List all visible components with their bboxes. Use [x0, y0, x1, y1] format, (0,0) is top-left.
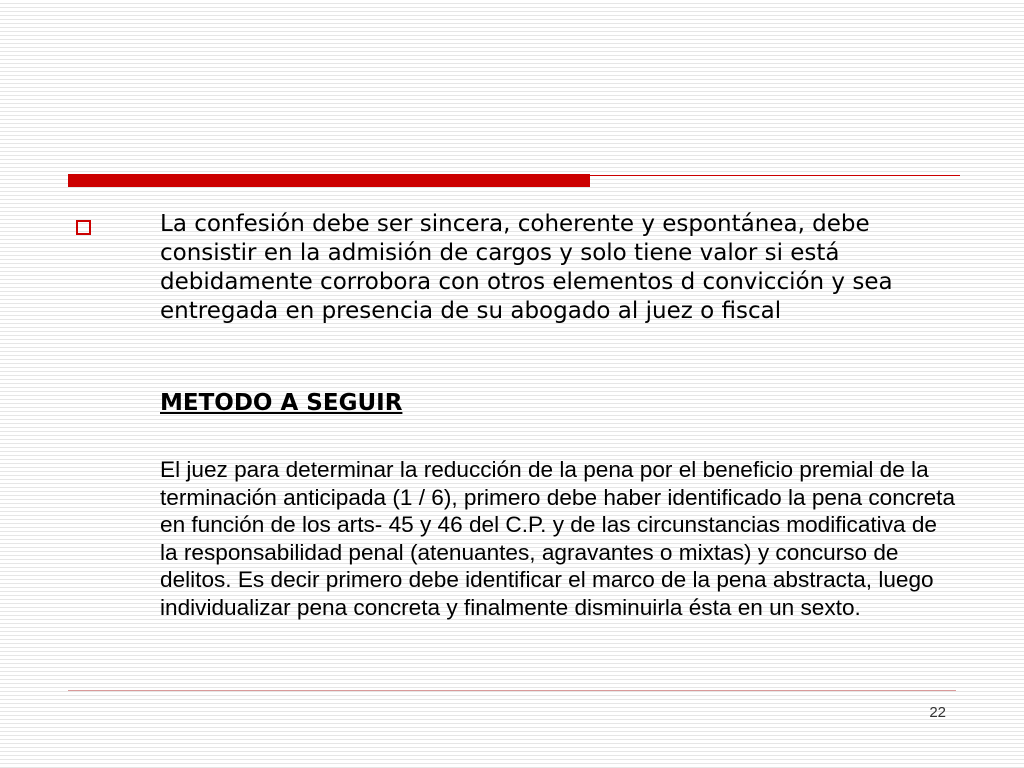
top-accent-bar [68, 174, 590, 187]
body-paragraph: El juez para determinar la reducción de la pena por el beneficio premial de la terminación anticipada (1 / 6), primero debe haber identificado la pena concreta en función de los arts- 45 y 46 del C.P. y de las circunstancias modificativa de la responsabilidad penal (atenuantes, agravantes o mixtas) y concurso de delitos. Es decir primero debe identificar el marco de la pena abstracta, luego individualizar pena concreta y finalmente disminuirla ésta en un sexto. [160, 457, 956, 620]
section-heading: METODO A SEGUIR [160, 390, 403, 416]
page-number: 22 [929, 704, 946, 721]
bottom-divider [68, 690, 956, 691]
top-accent-line [590, 175, 960, 176]
bullet-paragraph: La confesión debe ser sincera, coherente y espontánea, debe consistir en la admisión de cargos y solo tiene valor si está debidamente corrobora con otros elementos d convicción y sea entregada en presencia de su abogado al juez o fiscal [160, 211, 893, 324]
hollow-square-bullet-icon [76, 220, 91, 235]
